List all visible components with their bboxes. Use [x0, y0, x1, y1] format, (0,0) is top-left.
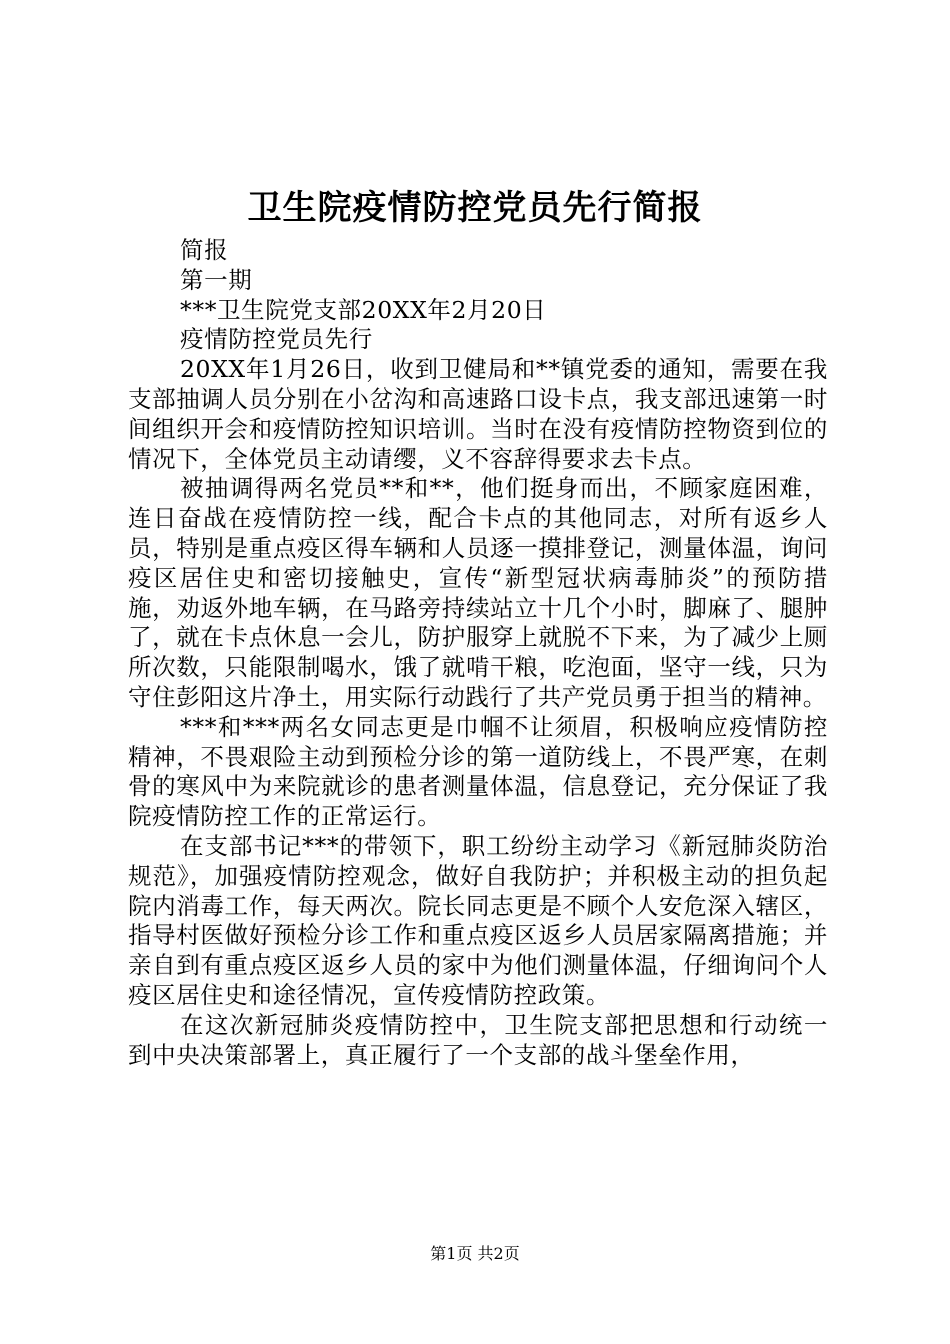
paragraph: 在支部书记***的带领下，职工纷纷主动学习《新冠肺炎防治规范》，加强疫情防控观念，做好自我防护；并积极主动的担负起院内消毒工作，每天两次。院长同志更是不顾个人安危深入辖区，指导村医做好预检分诊工作和重点疫区返乡人员居家隔离措施；并亲自到有重点疫区返乡人员的家中为他们测量体温，仔细询问个人疫区居住史和途径情况，宣传疫情防控政策。	[128, 831, 828, 1009]
paragraph: 被抽调得两名党员**和**，他们挺身而出，不顾家庭困难，连日奋战在疫情防控一线，配合卡点的其他同志，对所有返乡人员，特别是重点疫区得车辆和人员逐一摸排登记，测量体温，询问疫区居住史和密切接触史，宣传“新型冠状病毒肺炎”的预防措施，劝返外地车辆，在马路旁持续站立十几个小时，脚麻了、腿肿了，就在卡点休息一会儿，防护服穿上就脱不下来，为了减少上厕所次数，只能限制喝水，饿了就啃干粮，吃泡面，坚守一线，只为守住彭阳这片净土，用实际行动践行了共产党员勇于担当的精神。	[128, 474, 828, 711]
page-footer: 第1页 共2页	[430, 1244, 520, 1263]
paragraph: 在这次新冠肺炎疫情防控中，卫生院支部把思想和行动统一到中央决策部署上，真正履行了一个支部的战斗堡垒作用，	[128, 1010, 828, 1069]
brief-label: 简报	[180, 236, 229, 264]
paragraph: 20XX年1月26日，收到卫健局和**镇党委的通知，需要在我支部抽调人员分别在小岔沟和高速路口设卡点，我支部迅速第一时间组织开会和疫情防控知识培训。当时在没有疫情防控物资到位的情况下，全体党员主动请缨，义不容辞得要求去卡点。	[128, 355, 828, 473]
document-body	[128, 236, 828, 1070]
paragraph: ***和***两名女同志更是巾帼不让须眉，积极响应疫情防控精神，不畏艰险主动到预检分诊的第一道防线上，不畏严寒，在刺骨的寒风中为来院就诊的患者测量体温，信息登记，充分保证了我院疫情防控工作的正常运行。	[128, 712, 828, 831]
document-title: 卫生院疫情防控党员先行简报	[247, 188, 703, 228]
issuer-and-date: ***卫生院党支部20XX年2月20日	[180, 295, 547, 324]
subheading: 疫情防控党员先行	[180, 325, 373, 354]
issue-number: 第一期	[180, 265, 253, 294]
